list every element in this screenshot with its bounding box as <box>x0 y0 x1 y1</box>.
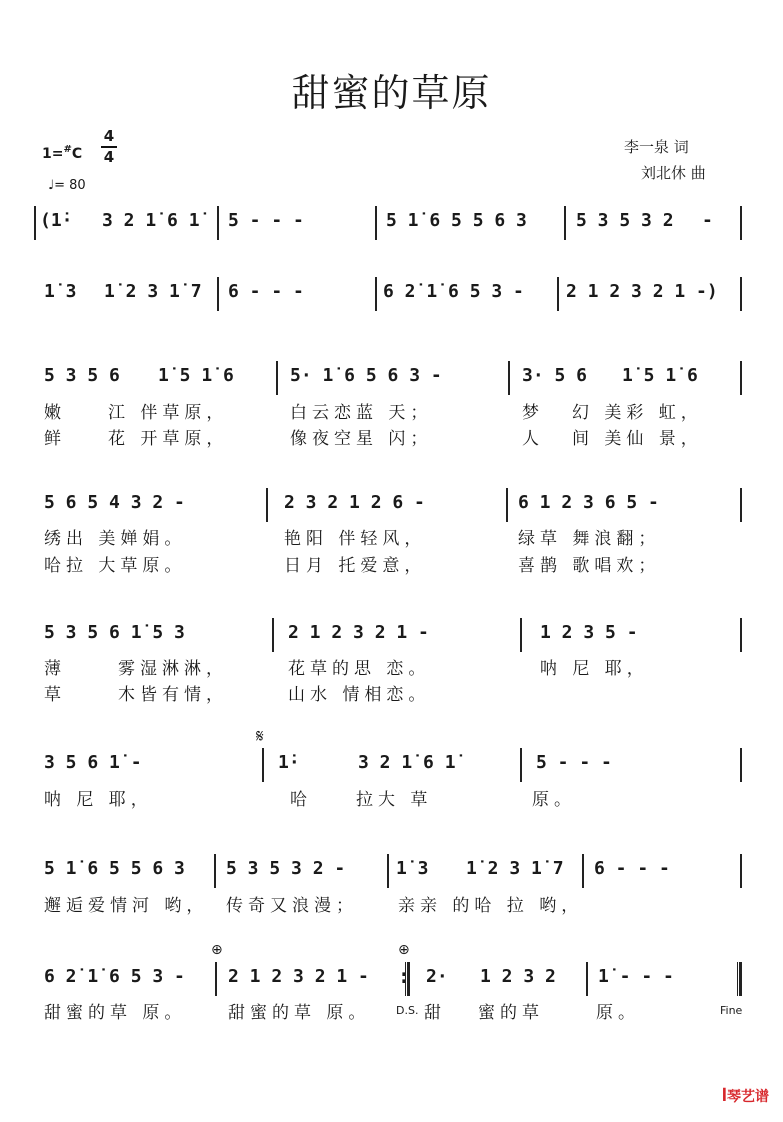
lyric-r4a-2: 艳阳 伴轻风， <box>284 529 427 549</box>
lyric-r7a-3: 亲亲 的哈 拉 哟， <box>398 896 584 916</box>
notes-r2-2: 1̇ 2 3 1̇ 7 <box>104 281 202 302</box>
notes-r3-2: 1̇ 5 1̇ 6 <box>158 365 234 386</box>
lyric-r3b-5: 间 美仙 景， <box>572 429 703 449</box>
score-row-8 <box>0 966 783 996</box>
lyric-r4b-1: 哈拉 大草原。 <box>44 556 187 576</box>
sharp-sign: # <box>63 144 72 155</box>
notes-r5-1: 5 3 5 6 1̇ 5 3 <box>44 622 185 643</box>
notes-r7-3: 1̇ 3 <box>396 858 429 879</box>
key-signature <box>42 144 82 162</box>
notes-r6-1: 3 5 6 1̇ - <box>44 752 142 773</box>
watermark-text: 琴艺谱 <box>727 1089 769 1105</box>
notes-r1-3: 5 - - - <box>228 210 304 231</box>
notes-r4-3: 6 1 2 3 6 5 - <box>518 492 659 513</box>
notes-r5-3: 1 2 3 5 - <box>540 622 638 643</box>
lyric-r6a-4: 原。 <box>532 790 576 810</box>
lyric-r8a-4: 蜜的草 <box>478 1003 544 1023</box>
lyric-r7a-2: 传奇又浪漫； <box>226 896 358 916</box>
key-label: 1= <box>42 146 64 162</box>
notes-r1-6: - <box>702 210 713 231</box>
score-row-7 <box>0 858 783 888</box>
score-row-2 <box>0 281 783 311</box>
notes-r7-5: 6 - - - <box>594 858 670 879</box>
lyric-r4b-2: 日月 托爱意， <box>284 556 427 576</box>
lyric-r4a-3: 绿草 舞浪翻； <box>518 529 661 549</box>
lyric-r5a-2: 雾湿淋淋， <box>118 659 228 679</box>
coda-icon: ⊕ <box>211 942 223 958</box>
lyric-r6a-2: 哈 <box>290 790 312 810</box>
notes-r3-3: 5· 1̇ 6 5 6 3 - <box>290 365 442 386</box>
ds-marking: D.S. <box>396 1004 419 1017</box>
lyric-r5a-3: 花草的思 恋。 <box>288 659 431 679</box>
watermark-logo <box>722 1086 769 1106</box>
notes-r8-4: 1 2 3 2 <box>480 966 556 987</box>
notes-r3-1: 5 3 5 6 <box>44 365 120 386</box>
lyric-r7a-1: 邂逅爱情河 哟， <box>44 896 209 916</box>
segno-icon: 𝄋 <box>256 726 264 747</box>
lyric-r5b-3: 山水 情相恋。 <box>288 685 431 705</box>
notes-r3-5: 1̇ 5 1̇ 6 <box>622 365 698 386</box>
notes-r6-4: 5 - - - <box>536 752 612 773</box>
composer-credit: 刘北休 曲 <box>641 164 706 182</box>
coda-icon-2: ⊕ <box>398 942 410 958</box>
lyric-r8a-5: 原。 <box>596 1003 640 1023</box>
lyric-r5b-2: 木皆有情， <box>118 685 228 705</box>
notes-r2-5: 2 1 2 3 2 1 -) <box>566 281 718 302</box>
notes-r1-1: (1̇· <box>40 210 73 231</box>
lyric-r8a-3: 甜 <box>424 1003 446 1023</box>
score-row-4 <box>0 492 783 522</box>
score-row-1 <box>0 210 783 240</box>
lyric-r5a-1: 薄 <box>44 659 66 679</box>
lyric-r3b-4: 人 <box>522 429 544 449</box>
fine-marking: Fine <box>720 1004 743 1017</box>
lyric-r3a-2: 江 伴草原， <box>108 403 229 423</box>
notes-r8-2: 2 1 2 3 2 1 - <box>228 966 369 987</box>
lyric-r3b-2: 花 开草原， <box>108 429 229 449</box>
notes-r7-1: 5 1̇ 6 5 5 6 3 <box>44 858 185 879</box>
notes-r7-4: 1̇ 2 3 1̇ 7 <box>466 858 564 879</box>
lyric-r4b-3: 喜鹊 歌唱欢； <box>518 556 661 576</box>
lyric-r3a-4: 梦 <box>522 403 544 423</box>
notes-r2-3: 6 - - - <box>228 281 304 302</box>
notes-r2-4: 6 2̇ 1̇ 6 5 3 - <box>383 281 524 302</box>
lyric-r3b-3: 像夜空星 闪； <box>290 429 433 449</box>
score-row-5 <box>0 622 783 652</box>
repeat-sign: : <box>398 964 411 988</box>
tempo-marking <box>48 178 86 193</box>
notes-r2-1: 1̇ 3 <box>44 281 77 302</box>
notes-r6-3: 3 2 1̇ 6 1̇ <box>358 752 456 773</box>
time-signature-bottom: 4 <box>103 148 115 166</box>
logo-icon: ꟾ <box>721 1089 727 1105</box>
lyric-r6a-3: 拉大 草 <box>356 790 433 810</box>
quarter-note-icon: ♩ <box>48 178 55 193</box>
notes-r3-4: 3· 5 6 <box>522 365 588 386</box>
tempo-value: = 80 <box>54 178 86 193</box>
notes-r7-2: 5 3 5 3 2 - <box>226 858 346 879</box>
notes-r8-3: 2· <box>426 966 448 987</box>
song-title: 甜蜜的草原 <box>291 71 492 115</box>
notes-r1-2: 3 2 1̇ 6 1̇ <box>102 210 200 231</box>
score-row-3 <box>0 365 783 395</box>
notes-r1-5: 5 3 5 3 2 <box>576 210 674 231</box>
time-signature <box>100 128 118 166</box>
lyric-r3b-1: 鲜 <box>44 429 66 449</box>
notes-r6-2: 1̇· <box>278 752 300 773</box>
repeat-barline <box>405 962 410 996</box>
lyric-r5a-4: 呐 尼 耶， <box>540 659 649 679</box>
lyric-r6a-1: 呐 尼 耶， <box>44 790 153 810</box>
notes-r4-2: 2 3 2 1 2 6 - <box>284 492 425 513</box>
lyric-r8a-2: 甜蜜的草 原。 <box>228 1003 371 1023</box>
lyric-r8a-1: 甜蜜的草 原。 <box>44 1003 187 1023</box>
notes-r4-1: 5 6 5 4 3 2 - <box>44 492 185 513</box>
final-barline <box>737 962 742 996</box>
lyric-r4a-1: 绣出 美婵娟。 <box>44 529 187 549</box>
notes-r1-4: 5 1̇ 6 5 5 6 3 <box>386 210 527 231</box>
notes-r8-1: 6 2̇ 1̇ 6 5 3 - <box>44 966 185 987</box>
lyric-r5b-1: 草 <box>44 685 66 705</box>
key-note: C <box>71 146 83 162</box>
notes-r8-5: 1̇ - - - <box>598 966 674 987</box>
lyric-r3a-5: 幻 美彩 虹， <box>572 403 703 423</box>
lyric-r3a-3: 白云恋蓝 天； <box>290 403 433 423</box>
lyricist-credit: 李一泉 词 <box>624 138 689 156</box>
lyric-r3a-1: 嫩 <box>44 403 66 423</box>
notes-r5-2: 2 1 2 3 2 1 - <box>288 622 429 643</box>
score-row-6 <box>0 752 783 782</box>
time-signature-top: 4 <box>103 127 115 145</box>
